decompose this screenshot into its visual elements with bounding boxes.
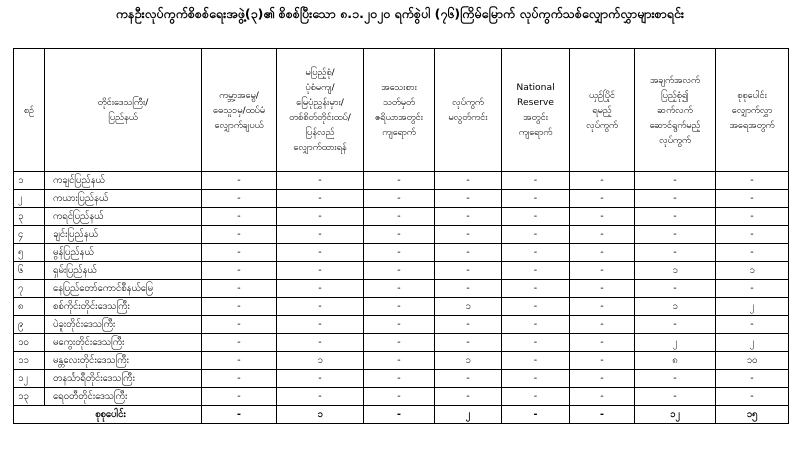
table-row — [14, 226, 789, 244]
value-cell: ၈ — [635, 352, 716, 370]
value-cell: - — [435, 316, 502, 334]
value-cell: - — [716, 244, 789, 262]
row-number: ၆ — [14, 262, 45, 280]
value-cell: - — [635, 370, 716, 388]
value-cell: - — [570, 316, 635, 334]
value-cell: - — [277, 280, 364, 298]
value-cell: ၁၅ — [716, 406, 789, 424]
region-name: မွန်ပြည်နယ် — [45, 244, 202, 262]
region-name: ကယားပြည်နယ် — [45, 190, 202, 208]
value-cell: - — [502, 298, 570, 316]
value-cell: - — [277, 316, 364, 334]
value-cell: - — [570, 208, 635, 226]
row-number: ၉ — [14, 316, 45, 334]
value-cell: - — [435, 370, 502, 388]
value-cell: - — [277, 226, 364, 244]
value-cell: ၂ — [716, 334, 789, 352]
value-cell: - — [202, 244, 277, 262]
value-cell: - — [364, 388, 435, 406]
value-cell: - — [202, 172, 277, 190]
value-cell: - — [364, 208, 435, 226]
value-cell: - — [435, 280, 502, 298]
column-header: စဉ် — [14, 49, 45, 172]
value-cell: ၁၂ — [635, 406, 716, 424]
value-cell: - — [202, 316, 277, 334]
table-row — [14, 190, 789, 208]
value-cell: - — [364, 334, 435, 352]
value-cell: - — [202, 370, 277, 388]
row-number: ၁၁ — [14, 352, 45, 370]
value-cell: - — [570, 406, 635, 424]
region-name: နေပြည်တော်ကောင်စီနယ်မြေ — [45, 280, 202, 298]
table-row — [14, 316, 789, 334]
value-cell: - — [364, 262, 435, 280]
value-cell: ၁ — [635, 298, 716, 316]
table-row — [14, 388, 789, 406]
value-cell: - — [202, 388, 277, 406]
value-cell: ၁ — [277, 352, 364, 370]
value-cell: - — [570, 370, 635, 388]
column-header: အသေးစား သတ်မှတ် ဧရိယာအတွင်း ကျရောက် — [364, 49, 435, 172]
table-row — [14, 244, 789, 262]
value-cell: - — [502, 190, 570, 208]
value-cell: ၁ — [277, 406, 364, 424]
value-cell: - — [570, 298, 635, 316]
value-cell: - — [435, 208, 502, 226]
table-row — [14, 172, 789, 190]
table-row — [14, 298, 789, 316]
value-cell: - — [364, 280, 435, 298]
value-cell: ၂ — [716, 298, 789, 316]
column-header: ယှဉ်ပြိုင် ရမည့် လုပ်ကွက် — [570, 49, 635, 172]
table-row — [14, 262, 789, 280]
value-cell: - — [277, 208, 364, 226]
value-cell: - — [716, 316, 789, 334]
value-cell: - — [716, 388, 789, 406]
value-cell: - — [502, 352, 570, 370]
value-cell: - — [635, 172, 716, 190]
value-cell: - — [502, 280, 570, 298]
value-cell: - — [502, 172, 570, 190]
table-row — [14, 334, 789, 352]
row-number: ၃ — [14, 208, 45, 226]
value-cell: - — [570, 244, 635, 262]
value-cell: - — [502, 208, 570, 226]
region-name: ကချင်ပြည်နယ် — [45, 172, 202, 190]
value-cell: - — [570, 388, 635, 406]
value-cell: ၁ — [435, 298, 502, 316]
value-cell: - — [570, 334, 635, 352]
value-cell: - — [716, 208, 789, 226]
value-cell: - — [277, 172, 364, 190]
value-cell: - — [502, 370, 570, 388]
value-cell: - — [502, 388, 570, 406]
value-cell: - — [716, 226, 789, 244]
value-cell: - — [435, 244, 502, 262]
value-cell: - — [364, 244, 435, 262]
table-row — [14, 370, 789, 388]
row-number: ၂ — [14, 190, 45, 208]
value-cell: - — [277, 244, 364, 262]
value-cell: - — [502, 406, 570, 424]
value-cell: - — [635, 190, 716, 208]
value-cell: - — [202, 298, 277, 316]
value-cell: - — [502, 316, 570, 334]
value-cell: ၁ — [716, 262, 789, 280]
value-cell: - — [364, 316, 435, 334]
value-cell: - — [277, 388, 364, 406]
value-cell: - — [502, 244, 570, 262]
value-cell: - — [570, 280, 635, 298]
row-number: ၁၃ — [14, 388, 45, 406]
column-header: ကမ္ဘာ့အမွေ/ ဓေသူ၁မှ/ထပ်မံ လျှောက်ချပယ် — [202, 49, 277, 172]
value-cell: ၁ — [435, 352, 502, 370]
row-number: ၁၂ — [14, 370, 45, 388]
value-cell: - — [635, 208, 716, 226]
value-cell: - — [635, 316, 716, 334]
region-name: ရေဝတီတိုင်းဒေသကြီး — [45, 388, 202, 406]
total-row — [14, 406, 789, 424]
table-row — [14, 208, 789, 226]
column-header: National Reserve အတွင်း ကျရောက် — [502, 49, 570, 172]
value-cell: - — [435, 172, 502, 190]
value-cell: - — [435, 334, 502, 352]
value-cell: - — [202, 190, 277, 208]
value-cell: - — [570, 190, 635, 208]
header-row — [14, 49, 789, 172]
region-name: တနင်္သာရီတိုင်းဒေသကြီး — [45, 370, 202, 388]
region-name: ကရင်ပြည်နယ် — [45, 208, 202, 226]
region-name: စစ်ကိုင်းတိုင်းဒေသကြီး — [45, 298, 202, 316]
row-number: ၅ — [14, 244, 45, 262]
region-name: ပဲခူးတိုင်းဒေသကြီး — [45, 316, 202, 334]
table-row — [14, 352, 789, 370]
value-cell: - — [364, 172, 435, 190]
region-name: မကွေးတိုင်းဒေသကြီး — [45, 334, 202, 352]
column-header: အချက်အလက် ပြည့်စုံ၍ ဆက်လက် ဆောင်ရွက်မည့် လုပ်ကွက် — [635, 49, 716, 172]
value-cell: - — [570, 262, 635, 280]
region-name: မန္တလေးတိုင်းဒေသကြီး — [45, 352, 202, 370]
value-cell: - — [202, 280, 277, 298]
column-header: စုစုပေါင်း လျှောက်လွှာ အရေအတွက် — [716, 49, 789, 172]
value-cell: - — [277, 190, 364, 208]
value-cell: - — [202, 406, 277, 424]
value-cell: - — [435, 388, 502, 406]
value-cell: - — [570, 352, 635, 370]
value-cell: ၁၀ — [716, 352, 789, 370]
value-cell: - — [716, 172, 789, 190]
row-number: ၈ — [14, 298, 45, 316]
value-cell: - — [435, 190, 502, 208]
region-name: ရှမ်းပြည်နယ် — [45, 262, 202, 280]
region-name: ချင်းပြည်နယ် — [45, 226, 202, 244]
row-number: ၁၀ — [14, 334, 45, 352]
value-cell: - — [570, 226, 635, 244]
value-cell: - — [364, 370, 435, 388]
value-cell: - — [635, 280, 716, 298]
value-cell: - — [364, 406, 435, 424]
value-cell: - — [202, 208, 277, 226]
value-cell: - — [202, 334, 277, 352]
value-cell: - — [635, 226, 716, 244]
value-cell: - — [364, 298, 435, 316]
value-cell: - — [364, 190, 435, 208]
value-cell: - — [364, 352, 435, 370]
value-cell: - — [435, 226, 502, 244]
table-row — [14, 280, 789, 298]
column-header: တိုင်းဒေသကြီး/ ပြည်နယ် — [45, 49, 202, 172]
value-cell: - — [635, 244, 716, 262]
row-number: ၄ — [14, 226, 45, 244]
value-cell: - — [435, 262, 502, 280]
value-cell: ၂ — [635, 334, 716, 352]
value-cell: - — [570, 172, 635, 190]
value-cell: - — [277, 370, 364, 388]
value-cell: - — [277, 334, 364, 352]
page-title: ကနဦးလုပ်ကွက်စိစစ်ရေးအဖွဲ့(၃)၏ စိစစ်ပြီးသော ၈.၁.၂၀၂၀ ရက်စွဲပါ (၇၆)ကြိမ်မြောက် လုပ်ကွက်သစ်လျှောက်လွှာများစာရင်း — [115, 6, 685, 21]
value-cell: - — [277, 298, 364, 316]
row-number: ၁ — [14, 172, 45, 190]
value-cell: - — [364, 226, 435, 244]
value-cell: - — [202, 352, 277, 370]
row-number: ၇ — [14, 280, 45, 298]
value-cell: - — [202, 262, 277, 280]
value-cell: - — [277, 262, 364, 280]
column-header: လုပ်ကွက် မလွတ်ကင်း — [435, 49, 502, 172]
column-header: မပြည့်စုံ/ ပုံစံမကျ/ မြေပုံညွှန်းမှား/ တစ်စိတ်တိုင်းထပ်/ ပြန်လည် လျှောက်ထားရန် — [277, 49, 364, 172]
value-cell: - — [502, 262, 570, 280]
value-cell: - — [716, 370, 789, 388]
applications-table — [13, 48, 789, 424]
value-cell: - — [716, 190, 789, 208]
value-cell: ၂ — [435, 406, 502, 424]
value-cell: - — [635, 388, 716, 406]
total-label: စုစုပေါင်း — [14, 406, 202, 424]
value-cell: - — [716, 280, 789, 298]
value-cell: - — [502, 226, 570, 244]
value-cell: - — [202, 226, 277, 244]
value-cell: ၁ — [635, 262, 716, 280]
value-cell: - — [502, 334, 570, 352]
